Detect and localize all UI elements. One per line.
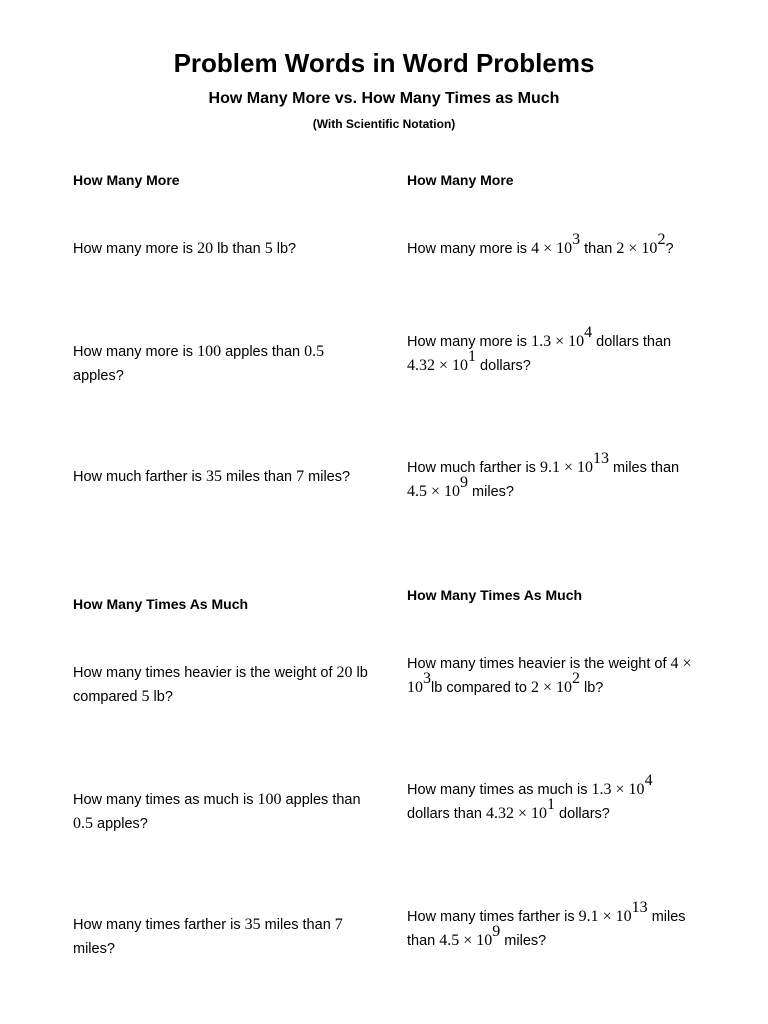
left-heading-times: How Many Times As Much bbox=[73, 596, 249, 612]
right-heading-more: How Many More bbox=[407, 172, 514, 188]
right-question-more-1: How many more is $4 \times 10^3$ than $2 \times 10^2$? bbox=[407, 231, 674, 257]
page-title: Problem Words in Word Problems bbox=[173, 48, 595, 78]
page-subtitle: How Many More vs. How Many Times as Much bbox=[208, 90, 560, 107]
right-question-times-1: How many times heavier is the weight of $4 \times 10^3lb$ compared to $2 \times 10^2$ lb? bbox=[407, 655, 692, 696]
left-question-more-2: How many more is 100 apples than 0.5 apples? bbox=[73, 343, 325, 384]
left-question-more-1: How many more is 20 lb than 5 lb? bbox=[73, 240, 297, 257]
right-question-times-3: How many times farther is $9.1 \times 10^{13}$ miles than $4.5 \times 10^9$ miles? bbox=[407, 899, 686, 949]
left-question-more-3: How much farther is 35 miles than 7 miles? bbox=[73, 468, 351, 485]
right-question-more-2: How many more is $1.3 \times 10^4$ dollars than $4.32 \times 10^1$ dollars? bbox=[407, 324, 672, 374]
right-question-times-2: How many times as much is $1.3 \times 10^4$ dollars than $4.32 \times 10^1$ dollars? bbox=[407, 772, 653, 822]
left-heading-more: How Many More bbox=[73, 172, 180, 188]
left-question-times-2: How many times as much is 100 apples than 0.5 apples? bbox=[73, 791, 361, 832]
left-question-times-1: How many times heavier is the weight of 20 lb compared 5 lb? bbox=[73, 664, 368, 705]
right-question-more-3: How much farther is $9.1 \times 10^{13}$ miles than $4.5 \times 10^9$ miles? bbox=[407, 450, 680, 500]
left-question-times-3: How many times farther is 35 miles than 7 miles? bbox=[73, 916, 343, 957]
page-note: (With Scientific Notation) bbox=[312, 117, 456, 131]
right-heading-times: How Many Times As Much bbox=[407, 587, 583, 603]
